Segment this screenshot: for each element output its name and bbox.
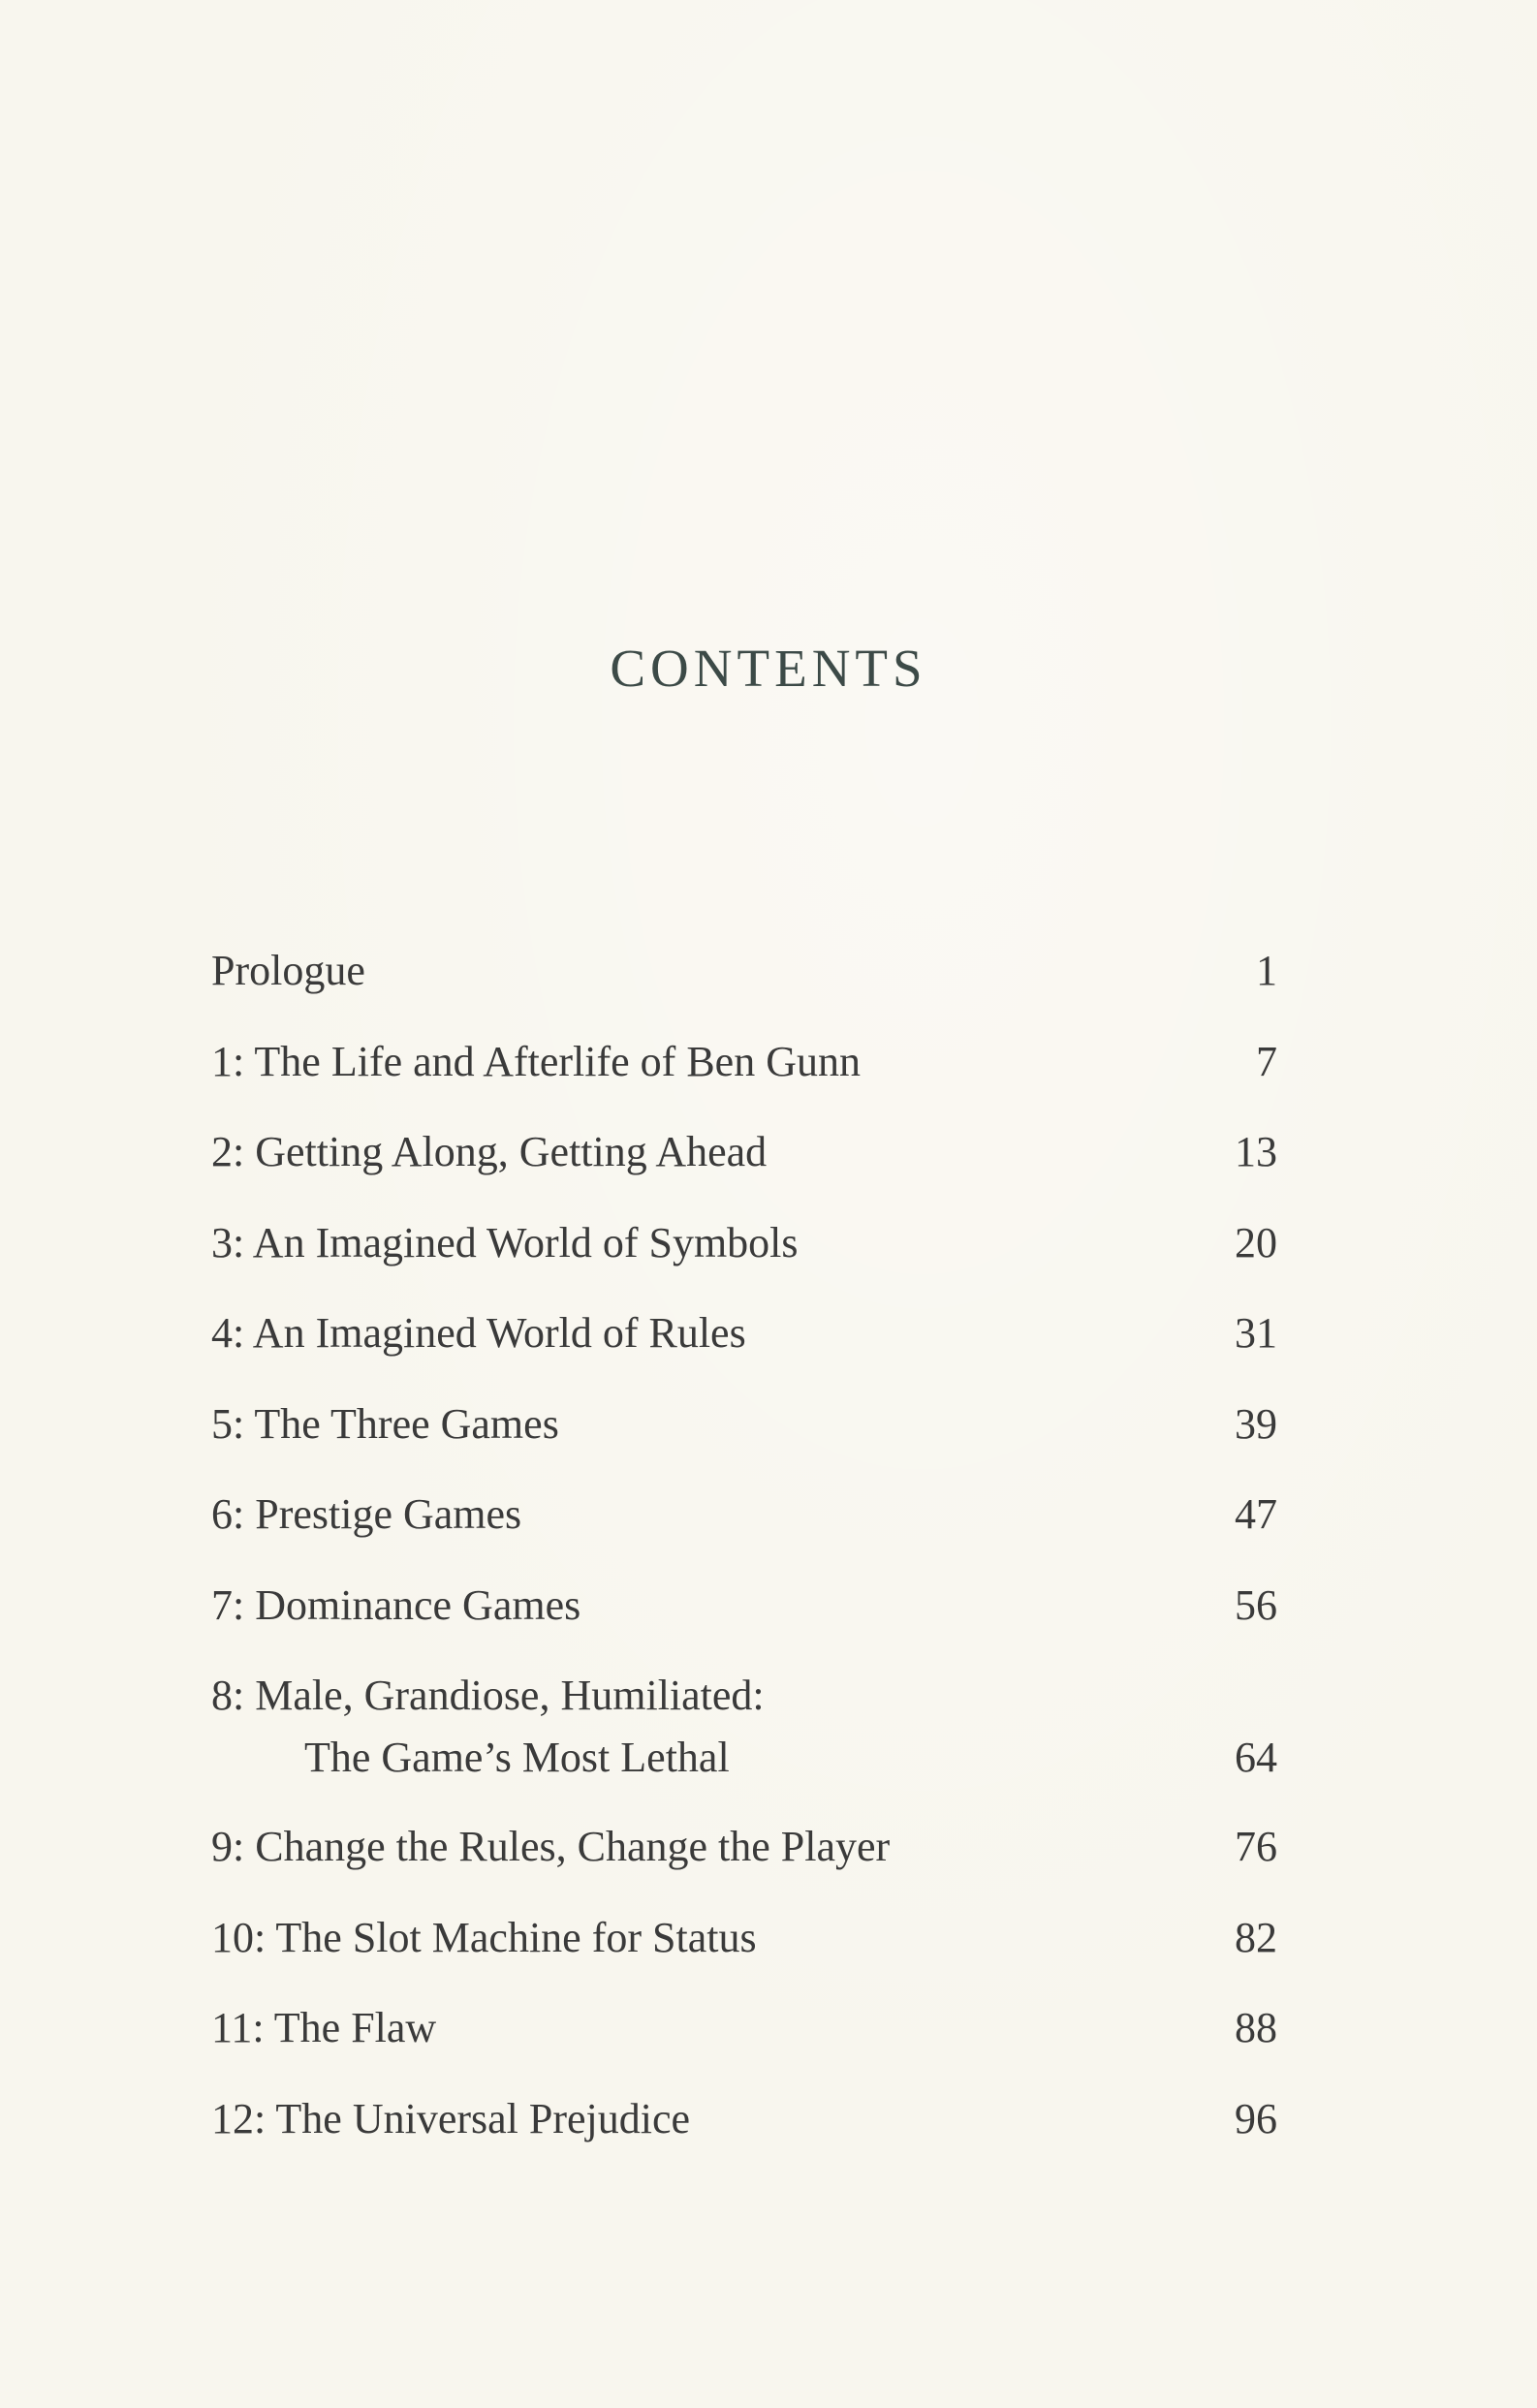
entry-page-number: 82 <box>1235 1913 1277 1961</box>
toc-entry-chapter-4[interactable] <box>211 1302 1277 1393</box>
entry-title-line-2: The Game’s Most Lethal <box>304 1734 730 1781</box>
entry-title: 1: The Life and Afterlife of Ben Gunn <box>211 1037 861 1085</box>
table-of-contents <box>211 940 1277 2178</box>
toc-entry-chapter-1[interactable] <box>211 1031 1277 1122</box>
entry-title: 10: The Slot Machine for Status <box>211 1913 757 1961</box>
entry-page-number: 76 <box>1235 1823 1277 1870</box>
entry-title-line-1: 8: Male, Grandiose, Humiliated: <box>211 1672 765 1719</box>
toc-entry-chapter-6[interactable] <box>211 1484 1277 1575</box>
toc-entry-chapter-8[interactable] <box>211 1665 1277 1816</box>
entry-title: 6: Prestige Games <box>211 1490 522 1538</box>
entry-title: 12: The Universal Prejudice <box>211 2094 691 2142</box>
entry-title: Prologue <box>211 947 365 994</box>
toc-entry-chapter-12[interactable] <box>211 2088 1277 2179</box>
toc-entry-chapter-9[interactable] <box>211 1816 1277 1907</box>
entry-page-number: 7 <box>1256 1037 1277 1085</box>
page-title: CONTENTS <box>610 639 927 698</box>
entry-page-number: 56 <box>1235 1580 1277 1629</box>
entry-title: 3: An Imagined World of Symbols <box>211 1218 799 1267</box>
toc-entry-chapter-2[interactable] <box>211 1121 1277 1212</box>
entry-title: 2: Getting Along, Getting Ahead <box>211 1128 768 1175</box>
entry-page-number: 20 <box>1235 1218 1277 1267</box>
entry-page-number: 47 <box>1235 1490 1277 1538</box>
toc-entry-chapter-5[interactable] <box>211 1393 1277 1485</box>
entry-title: 11: The Flaw <box>211 2004 437 2051</box>
entry-title: 9: Change the Rules, Change the Player <box>211 1823 891 1870</box>
toc-entry-chapter-11[interactable] <box>211 1997 1277 2088</box>
toc-entry-prologue[interactable] <box>211 940 1277 1031</box>
entry-page-number: 88 <box>1235 2004 1277 2051</box>
entry-page-number: 96 <box>1235 2094 1277 2142</box>
entry-page-number: 31 <box>1235 1309 1277 1357</box>
entry-title: 5: The Three Games <box>211 1399 559 1448</box>
entry-page-number: 1 <box>1256 947 1277 994</box>
entry-title <box>211 1665 765 1789</box>
toc-entry-chapter-7[interactable] <box>211 1575 1277 1666</box>
entry-title: 7: Dominance Games <box>211 1580 581 1629</box>
entry-page-number: 13 <box>1235 1128 1277 1175</box>
toc-entry-chapter-3[interactable] <box>211 1212 1277 1303</box>
entry-title: 4: An Imagined World of Rules <box>211 1309 746 1357</box>
toc-entry-chapter-10[interactable] <box>211 1907 1277 1998</box>
entry-page-number: 64 <box>1235 1734 1277 1781</box>
entry-page-number: 39 <box>1235 1399 1277 1448</box>
